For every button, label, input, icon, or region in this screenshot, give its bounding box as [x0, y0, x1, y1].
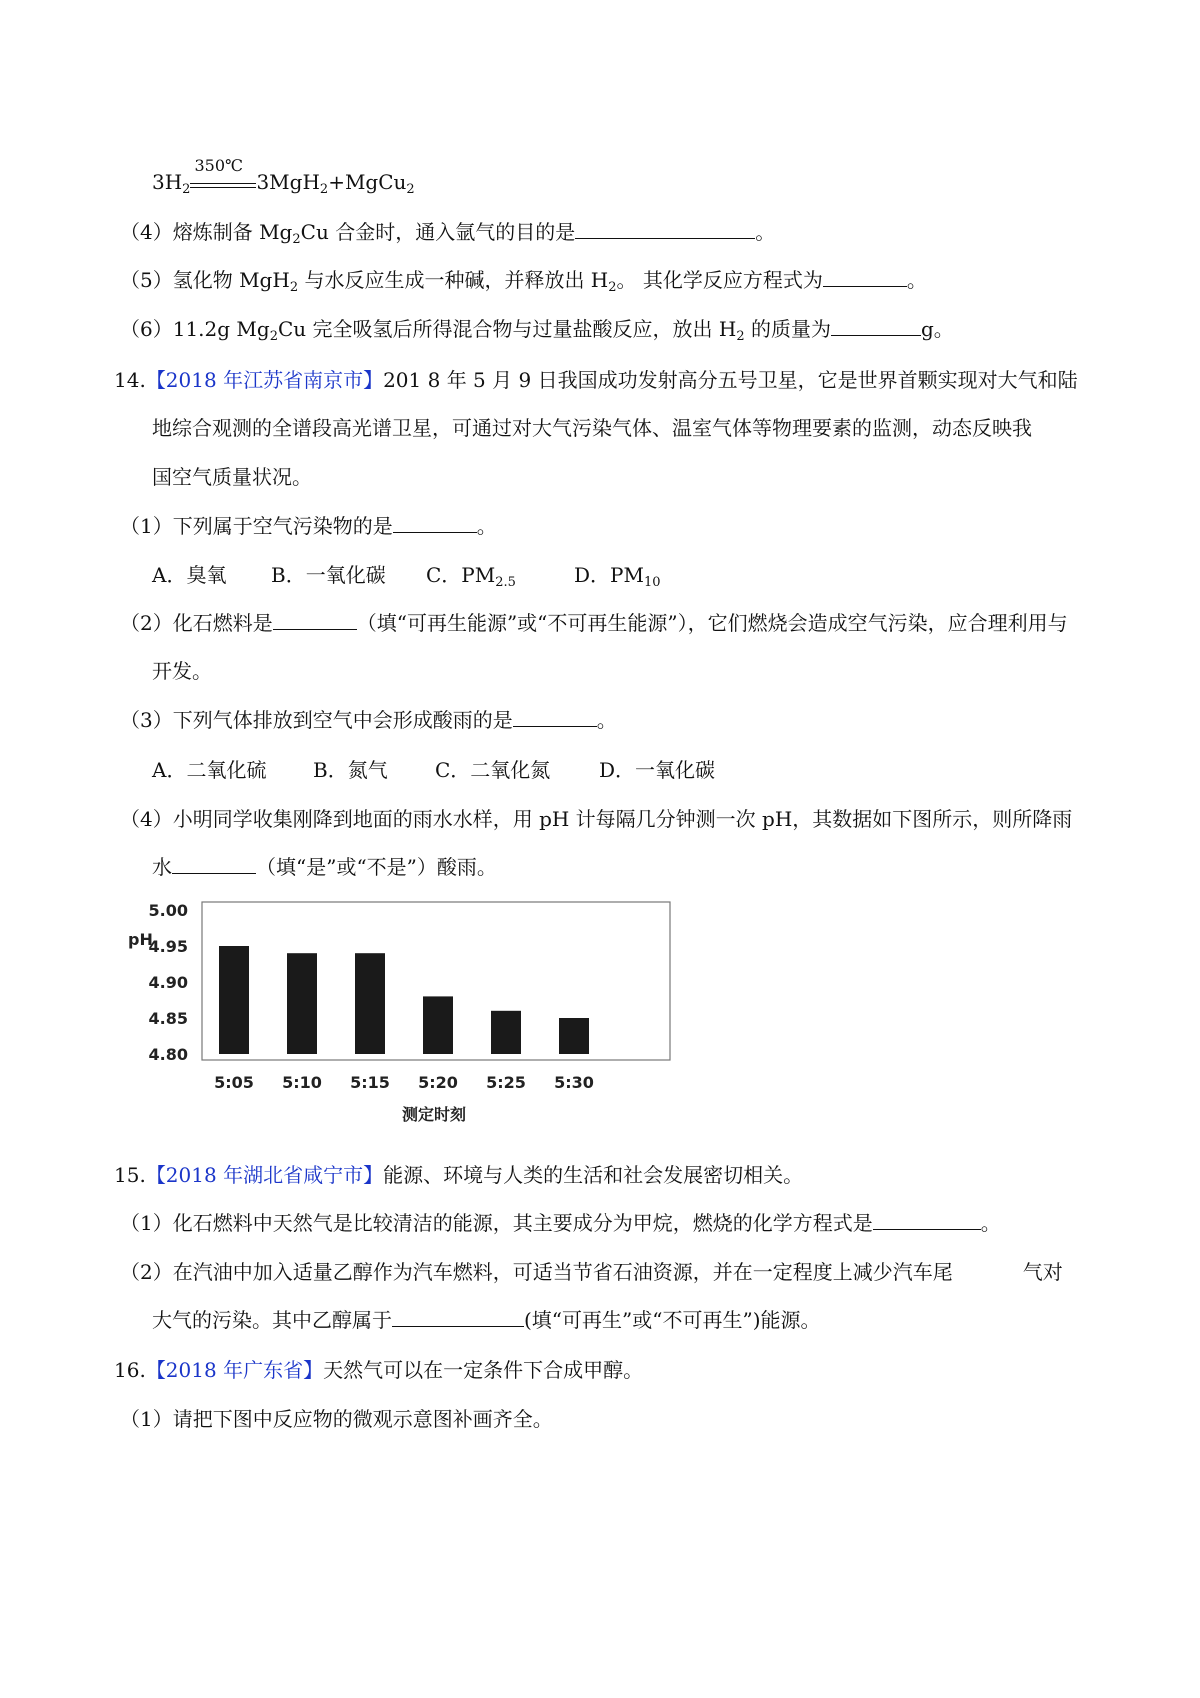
q13-part4: [120, 218, 775, 246]
x-tick-label: 5:05: [214, 1073, 254, 1092]
q14-part2-line2: [152, 657, 212, 685]
question-number: 15.: [114, 1163, 146, 1187]
q15-part2-text: （2）在汽油中加入适量乙醇作为汽车燃料，可适当节省石油资源，并在一定程度上减少汽车尾: [120, 1260, 953, 1284]
q16-part1-text: （1）请把下图中反应物的微观示意图补画齐全。: [120, 1407, 553, 1431]
option-c[interactable]: C．二氧化氮: [435, 758, 551, 782]
option-b[interactable]: B．一氧化碳: [271, 563, 386, 587]
q14-part4-text: 水: [152, 855, 172, 879]
answer-blank[interactable]: [273, 609, 357, 630]
q13-part4-end: 。: [755, 220, 776, 244]
y-tick-label: 5.00: [148, 901, 188, 920]
subscript: 2.5: [495, 575, 516, 590]
answer-blank[interactable]: [393, 512, 477, 533]
q13-part4-text: Cu 合金时，通入氩气的目的是: [300, 220, 576, 244]
option-a[interactable]: A．臭氧: [152, 563, 227, 587]
y-axis-label: pH: [128, 929, 153, 949]
option-c-text: C．PM: [426, 563, 496, 587]
bar-505: [219, 946, 249, 1054]
q14-part1-end: 。: [476, 514, 497, 538]
question-number: 16.: [114, 1358, 146, 1382]
q14-part2-text: 开发。: [152, 659, 212, 683]
equation-line: [152, 156, 415, 197]
question-source: 【2018 年江苏省南京市】: [145, 368, 384, 392]
q14-part2-line1: [120, 609, 1068, 637]
q14-stem-text: 国空气质量状况。: [152, 465, 312, 489]
bar-525: [491, 1011, 521, 1054]
q13-part6: [120, 315, 954, 343]
answer-blank[interactable]: [392, 1306, 524, 1327]
bar-530: [559, 1018, 589, 1054]
answer-blank[interactable]: [575, 218, 755, 239]
q14-part4-line1: [120, 805, 1072, 833]
q14-part2-text: （填“可再生能源”或“不可再生能源”），它们燃烧会造成空气污染，应合理利用与: [356, 611, 1068, 635]
q15-part1-text: （1）化石燃料中天然气是比较清洁的能源，其主要成分为甲烷，燃烧的化学方程式是: [120, 1211, 873, 1235]
x-tick-label: 5:20: [418, 1073, 458, 1092]
q15-part2-text: 大气的污染。其中乙醇属于: [152, 1308, 392, 1332]
q14-part1-text: （1）下列属于空气污染物的是: [120, 514, 393, 538]
q13-part6-text: 的质量为: [744, 317, 831, 341]
equation-lhs: 3H: [152, 170, 183, 194]
q15-stem: [114, 1161, 803, 1189]
equation-rhs-a: 3MgH: [256, 170, 320, 194]
question-source: 【2018 年广东省】: [145, 1358, 324, 1382]
bar-520: [423, 996, 453, 1054]
x-tick-label: 5:25: [486, 1073, 526, 1092]
q14-part4-text: （填“是”或“不是”）酸雨。: [256, 855, 497, 879]
q14-stem-line2: [152, 414, 1032, 442]
q14-part3-text: （3）下列气体排放到空气中会形成酸雨的是: [120, 708, 513, 732]
q13-part6-text: （6）11.2g Mg: [120, 317, 270, 341]
q16-part1: [120, 1405, 553, 1433]
subscript: 2: [292, 232, 301, 247]
q13-part4-text: （4）熔炼制备 Mg: [120, 220, 293, 244]
option-a[interactable]: A．二氧化硫: [152, 758, 267, 782]
equation-rhs-b-sub: 2: [406, 182, 415, 197]
q15-part2-text: (填“可再生”或“不可再生”)能源。: [524, 1308, 821, 1332]
y-tick-label: 4.90: [148, 973, 188, 992]
equation-rhs-a-sub: 2: [319, 182, 329, 197]
q14-stem-line1: [114, 366, 1078, 394]
subscript: 10: [643, 575, 661, 590]
y-tick-label: 4.80: [148, 1045, 188, 1064]
q14-part3-options: [152, 756, 715, 784]
q14-stem-text: 201 8 年 5 月 9 日我国成功发射高分五号卫星，它是世界首颗实现对大气和陆: [383, 368, 1078, 392]
equals-rule: [190, 183, 256, 184]
q16-stem-text: 天然气可以在一定条件下合成甲醇。: [323, 1358, 644, 1382]
reaction-condition: [190, 156, 256, 196]
q13-part6-end: g。: [920, 317, 954, 341]
q14-part3-end: 。: [596, 708, 617, 732]
q14-stem-text: 地综合观测的全谱段高光谱卫星，可通过对大气污染气体、温室气体等物理要素的监测，动态反映我: [152, 416, 1032, 440]
option-d[interactable]: [574, 561, 661, 589]
x-axis-label: 测定时刻: [401, 1105, 467, 1122]
subscript: 2: [289, 280, 299, 295]
q15-stem-text: 能源、环境与人类的生活和社会发展密切相关。: [383, 1163, 804, 1187]
q15-part2-line2: [152, 1306, 821, 1334]
y-tick-label: 4.85: [148, 1009, 188, 1028]
q13-part5-end: 。: [906, 268, 927, 292]
answer-blank[interactable]: [873, 1209, 981, 1230]
q14-part4-line2: [152, 853, 497, 881]
q13-part5-text: （5）氢化物 MgH: [120, 268, 290, 292]
answer-blank[interactable]: [513, 706, 597, 727]
q14-part2-text: （2）化石燃料是: [120, 611, 273, 635]
subscript: 2: [269, 329, 278, 344]
equation-lhs-sub: 2: [182, 182, 191, 197]
y-tick-label: 4.95: [148, 937, 188, 956]
answer-blank[interactable]: [172, 853, 256, 874]
answer-blank[interactable]: [823, 266, 907, 287]
q13-part5: [120, 266, 927, 294]
q14-part3: [120, 706, 617, 734]
bar-510: [287, 953, 317, 1054]
subscript: 2: [736, 329, 745, 344]
q13-part6-text: Cu 完全吸氢后所得混合物与过量盐酸反应，放出 H: [277, 317, 737, 341]
option-c[interactable]: [426, 561, 574, 589]
q14-stem-line3: [152, 463, 312, 491]
q14-part1: [120, 512, 497, 540]
x-tick-label: 5:30: [554, 1073, 594, 1092]
bar-515: [355, 953, 385, 1054]
answer-blank[interactable]: [831, 315, 921, 336]
q15-part2-text: 气对: [1022, 1260, 1063, 1284]
option-d-text: D．PM: [574, 563, 644, 587]
question-number: 14.: [114, 368, 146, 392]
equals-rule: [190, 187, 256, 188]
subscript: 2: [608, 280, 617, 295]
q15-part1: [120, 1209, 1001, 1237]
x-tick-label: 5:10: [282, 1073, 322, 1092]
option-d[interactable]: D．一氧化碳: [599, 758, 716, 782]
q16-stem: [114, 1356, 643, 1384]
q13-part5-text: 与水反应生成一种碱，并释放出 H: [298, 268, 609, 292]
question-source: 【2018 年湖北省咸宁市】: [145, 1163, 384, 1187]
q15-part2-line1: [120, 1258, 1063, 1286]
ph-bar-chart: [118, 896, 678, 1122]
q14-part4-text: （4）小明同学收集刚降到地面的雨水水样，用 pH 计每隔几分钟测一次 pH，其数据如下图所示，则所降雨: [120, 807, 1073, 831]
x-tick-label: 5:15: [350, 1073, 390, 1092]
q13-part5-text: 。 其化学反应方程式为: [616, 268, 823, 292]
equation-rhs-b: +MgCu: [328, 170, 407, 194]
option-b[interactable]: B．氮气: [313, 758, 388, 782]
reaction-condition-label: 350℃: [194, 156, 243, 175]
q14-part1-options: [152, 561, 661, 589]
q15-part1-end: 。: [980, 1211, 1001, 1235]
